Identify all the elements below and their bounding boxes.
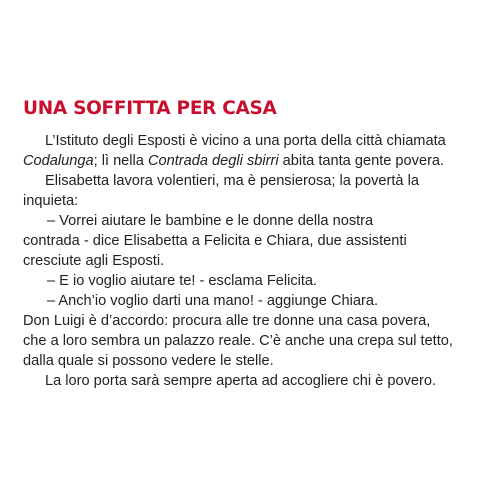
- text-fragment: ; lì nella: [93, 153, 148, 169]
- story-title: UNA SOFFITTA PER CASA: [23, 98, 277, 119]
- text-line: cresciute agli Esposti.: [23, 253, 165, 269]
- text-line: che a loro sembra un palazzo reale. C’è anche una crepa sul tetto,: [23, 333, 453, 349]
- dialogue-line: – Vorrei aiutare le bambine e le donne della nostra: [47, 213, 374, 229]
- story-text: [23, 131, 463, 391]
- text-line: Elisabetta lavora volentieri, ma è pensierosa; la povertà la: [45, 173, 419, 189]
- text-line: contrada - dice Elisabetta a Felicita e Chiara, due assistenti: [23, 233, 407, 249]
- text-line: dalla quale si possono vedere le stelle.: [23, 353, 274, 369]
- text-line: inquieta:: [23, 193, 79, 209]
- text-line: [23, 151, 463, 171]
- place-name-contrada: Contrada degli sbirri: [147, 153, 279, 169]
- place-name-codalunga: Codalunga: [23, 153, 94, 169]
- text-line: L’Istituto degli Esposti è vicino a una porta della città chiamata: [45, 133, 446, 149]
- dialogue-line: – Anch’io voglio darti una mano! - aggiunge Chiara.: [47, 293, 379, 309]
- text-line: La loro porta sarà sempre aperta ad accogliere chi è povero.: [45, 373, 437, 389]
- text-line: Don Luigi è d’accordo: procura alle tre donne una casa povera,: [23, 313, 431, 329]
- text-fragment: abita tanta gente povera.: [278, 153, 445, 169]
- dialogue-line: – E io voglio aiutare te! - esclama Felicita.: [47, 273, 318, 289]
